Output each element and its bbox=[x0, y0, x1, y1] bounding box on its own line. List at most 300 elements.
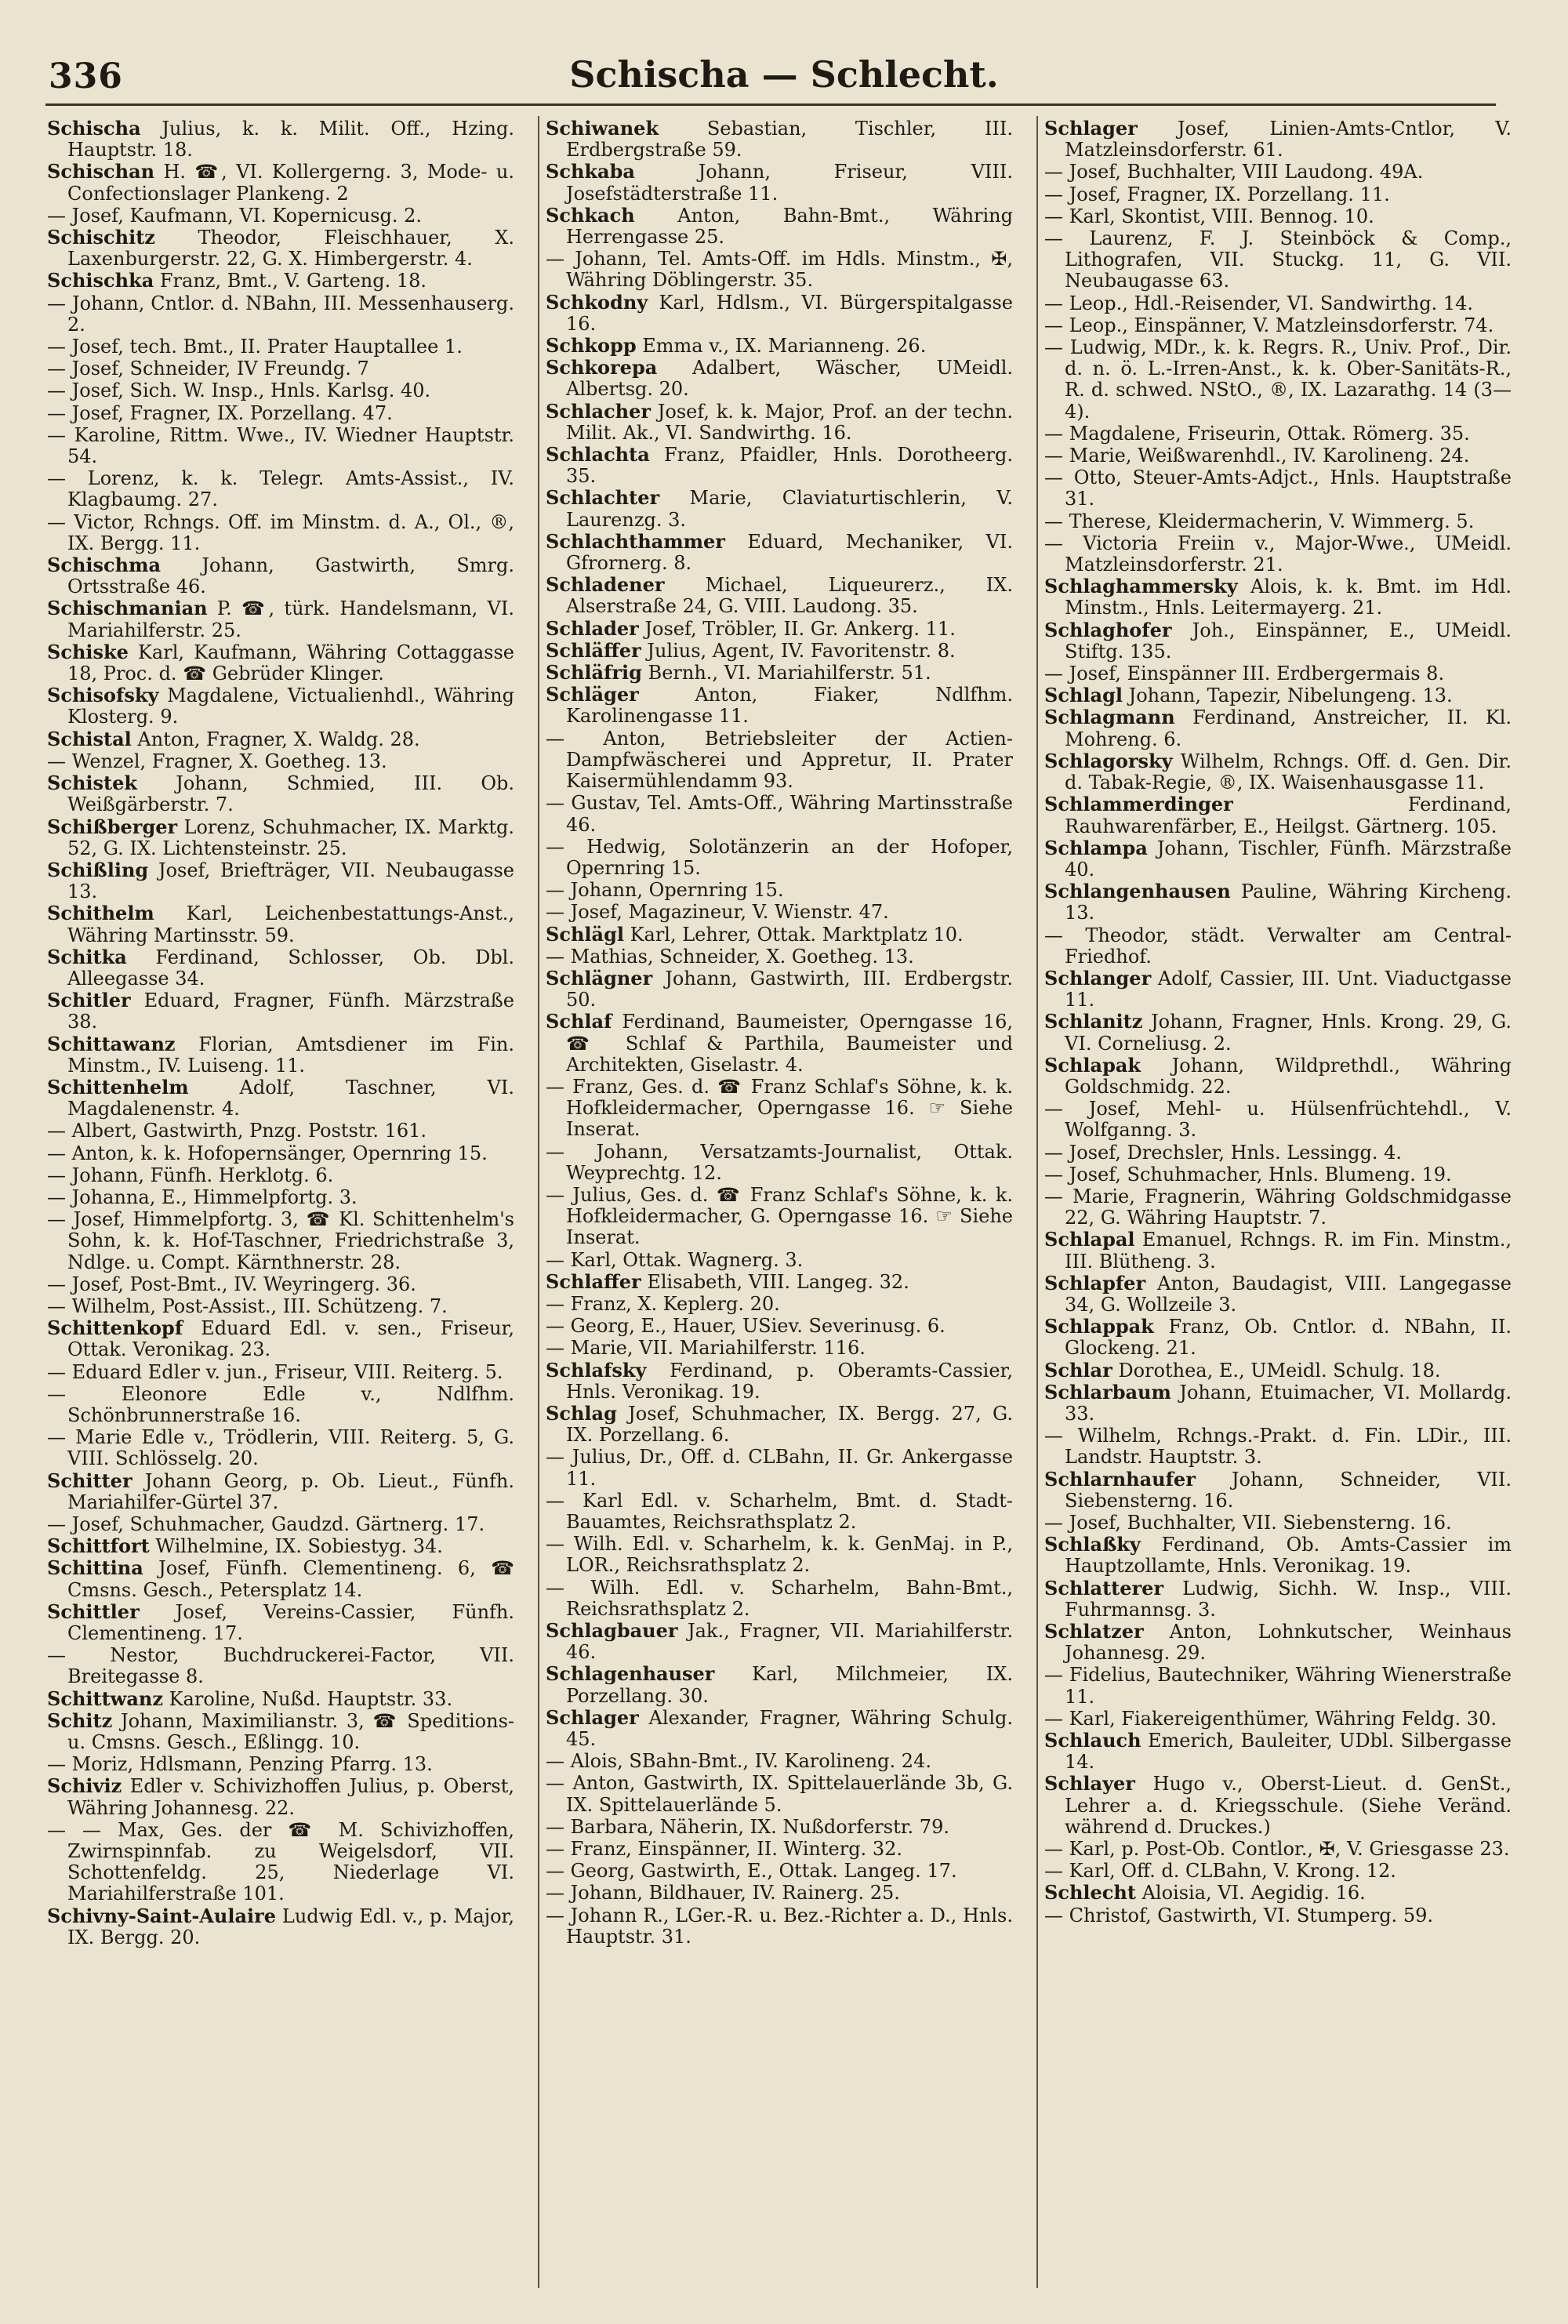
entry-surname: Schittwanz bbox=[47, 1687, 163, 1710]
entry-details: — Hedwig, Solotänzerin an der Hofoper, Opernring 15. bbox=[546, 835, 1013, 879]
directory-entry bbox=[546, 1577, 1013, 1620]
directory-entry bbox=[1044, 968, 1512, 1011]
directory-entry bbox=[546, 292, 1013, 335]
directory-entry bbox=[47, 1361, 514, 1383]
directory-entry bbox=[47, 118, 514, 161]
directory-entry bbox=[546, 1860, 1013, 1882]
entry-details: — Johann, Fünfh. Herklotg. 6. bbox=[47, 1164, 334, 1186]
entry-details: — Johann, Versatzamts-Journalist, Ottak. Weyprechtg. 12. bbox=[546, 1140, 1013, 1184]
entry-details: Adolf, Taschner, VI. Magdalenenstr. 4. bbox=[67, 1076, 514, 1120]
directory-entry bbox=[47, 902, 514, 946]
entry-details: — Barbara, Näherin, IX. Nußdorferstr. 79. bbox=[546, 1815, 949, 1838]
directory-entry bbox=[47, 554, 514, 597]
entry-details: — Lorenz, k. k. Telegr. Amts-Assist., IV. Klagbaumg. 27. bbox=[47, 467, 514, 511]
directory-entry bbox=[47, 1753, 514, 1775]
directory-entry bbox=[47, 379, 514, 401]
entry-details: — Leop., Hdl.-Reisender, VI. Sandwirthg. 14. bbox=[1044, 292, 1473, 314]
entry-surname: Schiviz bbox=[47, 1774, 122, 1798]
directory-entry bbox=[1044, 1664, 1512, 1707]
column-1 bbox=[47, 118, 514, 2297]
directory-entry bbox=[546, 1360, 1013, 1403]
directory-entry bbox=[546, 662, 1013, 684]
directory-entry bbox=[47, 1317, 514, 1360]
entry-surname: Schlappak bbox=[1044, 1315, 1154, 1338]
directory-entry bbox=[47, 292, 514, 336]
directory-entry bbox=[47, 990, 514, 1033]
entry-details: — Karl, Fiakereigenthümer, Währing Feldg. 30. bbox=[1044, 1707, 1497, 1730]
directory-entry bbox=[1044, 1730, 1512, 1773]
entry-details: Johann, Wildprethdl., Währing Goldschmidg. 22. bbox=[1065, 1054, 1512, 1098]
entry-surname: Schkodny bbox=[546, 290, 648, 314]
directory-entry bbox=[47, 1470, 514, 1513]
entry-details: — Josef, Mehl- u. Hülsenfrüchtehdl., V. Wolfganng. 3. bbox=[1044, 1098, 1512, 1142]
entry-details: — Karl Edl. v. Scharhelm, Bmt. d. Stadt-Bauamtes, Reichsrathsplatz 2. bbox=[546, 1489, 1013, 1533]
directory-entry bbox=[1044, 881, 1512, 924]
entry-details: — Johann, Bildhauer, IV. Rainerg. 25. bbox=[546, 1882, 900, 1905]
entry-details: Josef, Fünfh. Clementineng. 6, ☎ Cmsns. Gesch., Petersplatz 14. bbox=[67, 1557, 514, 1601]
directory-entry bbox=[1044, 292, 1512, 314]
entry-details: Anton, Fragner, X. Waldg. 28. bbox=[131, 728, 420, 750]
entry-details: Ludwig Edl. v., p. Major, IX. Bergg. 20. bbox=[67, 1905, 514, 1948]
entry-details: Pauline, Währing Kircheng. 13. bbox=[1065, 881, 1512, 924]
entry-details: — Karl, Off. d. CLBahn, V. Krong. 12. bbox=[1044, 1860, 1396, 1883]
entry-surname: Schißberger bbox=[47, 815, 178, 838]
directory-entry bbox=[1044, 336, 1512, 423]
directory-entry bbox=[1044, 1773, 1512, 1838]
directory-entry bbox=[47, 1077, 514, 1120]
directory-entry bbox=[546, 401, 1013, 444]
entry-surname: Schlarnhaufer bbox=[1044, 1467, 1196, 1491]
entry-details: Edler v. Schivizhoffen Julius, p. Oberst, Währing Johannesg. 22. bbox=[67, 1775, 514, 1819]
entry-details: Josef, Tröbler, II. Gr. Ankerg. 11. bbox=[638, 617, 956, 640]
directory-entry bbox=[47, 1426, 514, 1469]
entry-details: — Gustav, Tel. Amts-Off., Währing Martinsstraße 46. bbox=[546, 792, 1013, 836]
entry-surname: Schlag bbox=[546, 1401, 617, 1425]
entry-details: Joh., Einspänner, E., UMeidl. Stiftg. 135. bbox=[1065, 619, 1512, 663]
directory-entry bbox=[1044, 1882, 1512, 1904]
entry-details: — Eduard Edler v. jun., Friseur, VIII. Reiterg. 5. bbox=[47, 1360, 503, 1383]
entry-details: Johann, Tapezir, Nibelungeng. 13. bbox=[1122, 684, 1453, 707]
directory-entry bbox=[546, 1337, 1013, 1359]
entry-details: — Albert, Gastwirth, Pnzg. Poststr. 161. bbox=[47, 1120, 427, 1142]
entry-details: Franz, Bmt., V. Garteng. 18. bbox=[154, 270, 427, 292]
directory-entry bbox=[47, 358, 514, 379]
directory-entry bbox=[1044, 663, 1512, 684]
directory-entry bbox=[1044, 1905, 1512, 1926]
directory-entry bbox=[1044, 1186, 1512, 1229]
directory-entry bbox=[546, 640, 1013, 662]
entry-details: — Josef, Fragner, IX. Porzellang. 11. bbox=[1044, 183, 1390, 205]
entry-details: — Karl, Skontist, VIII. Bennog. 10. bbox=[1044, 205, 1374, 227]
entry-details: Ferdinand, Ob. Amts-Cassier im Hauptzollamte, Hnls. Veronikag. 19. bbox=[1065, 1534, 1512, 1578]
entry-details: — Anton, Gastwirth, IX. Spittelauerlände 3b, G. IX. Spittelauerlände 5. bbox=[546, 1772, 1013, 1816]
entry-surname: Schiwanek bbox=[546, 118, 659, 140]
entry-details: Emerich, Bauleiter, UDbl. Silbergasse 14. bbox=[1065, 1730, 1512, 1774]
directory-entry bbox=[1044, 924, 1512, 968]
entry-surname: Schittenhelm bbox=[47, 1075, 189, 1098]
entry-details: Elisabeth, VIII. Langeg. 32. bbox=[641, 1270, 909, 1293]
entry-details: — Victor, Rchngs. Off. im Minstm. d. A., Ol., ®, IX. Bergg. 11. bbox=[47, 510, 514, 554]
entry-surname: Schlapfer bbox=[1044, 1271, 1146, 1295]
entry-surname: Schiske bbox=[47, 640, 129, 663]
entry-details: Johann, Tischler, Fünfh. Märzstraße 40. bbox=[1065, 837, 1512, 881]
directory-entry bbox=[1044, 227, 1512, 292]
entry-details: Jak., Fragner, VII. Mariahilferstr. 46. bbox=[566, 1620, 1013, 1664]
column-divider bbox=[1036, 116, 1038, 2288]
directory-entry bbox=[47, 641, 514, 684]
entry-details: Julius, k. k. Milit. Off., Hzing. Hauptstr. 18. bbox=[67, 118, 514, 162]
directory-entry bbox=[546, 335, 1013, 357]
entry-surname: Schlaf bbox=[546, 1010, 612, 1033]
entry-surname: Schlaffer bbox=[546, 1269, 641, 1293]
entry-surname: Schlachthammer bbox=[546, 529, 725, 553]
directory-entry bbox=[546, 1315, 1013, 1337]
entry-details: Josef, Linien-Amts-Cntlor, V. Matzleinsdorferstr. 61. bbox=[1065, 118, 1512, 162]
entry-surname: Schistek bbox=[47, 772, 138, 795]
directory-entry bbox=[546, 1663, 1013, 1706]
directory-entry bbox=[1044, 467, 1512, 510]
entry-details: — Mathias, Schneider, X. Goetheg. 13. bbox=[546, 945, 914, 968]
entry-details: Johann Georg, p. Ob. Lieut., Fünfh. Mariahilfer-Gürtel 37. bbox=[67, 1469, 514, 1513]
directory-entry bbox=[47, 1164, 514, 1186]
directory-entry bbox=[47, 859, 514, 902]
directory-entry bbox=[47, 467, 514, 510]
entry-surname: Schisofsky bbox=[47, 684, 159, 707]
directory-entry bbox=[1044, 576, 1512, 619]
entry-details: — Therese, Kleidermacherin, V. Wimmerg. 5. bbox=[1044, 510, 1475, 532]
directory-entry bbox=[546, 1905, 1013, 1948]
entry-details: — Moriz, Hdlsmann, Penzing Pfarrg. 13. bbox=[47, 1753, 433, 1776]
entry-surname: Schlager bbox=[546, 1705, 639, 1729]
directory-entry bbox=[1044, 205, 1512, 227]
directory-entry bbox=[47, 1120, 514, 1142]
entry-details: P. ☎, türk. Handelsmann, VI. Mariahilferstr. 25. bbox=[67, 597, 514, 641]
column-divider bbox=[538, 116, 539, 2288]
directory-entry bbox=[1044, 1621, 1512, 1664]
entry-details: — Otto, Steuer-Amts-Adjct., Hnls. Hauptstraße 31. bbox=[1044, 467, 1512, 510]
entry-details: — Wenzel, Fragner, X. Goetheg. 13. bbox=[47, 750, 387, 772]
entry-details: — Karl, Ottak. Wagnerg. 3. bbox=[546, 1248, 804, 1271]
entry-surname: Schlauch bbox=[1044, 1729, 1142, 1752]
entry-details: Josef, Schuhmacher, IX. Bergg. 27, G. IX. Porzellang. 6. bbox=[566, 1402, 1013, 1447]
directory-entry bbox=[546, 618, 1013, 640]
entry-details: Ferdinand, p. Oberamts-Cassier, Hnls. Veronikag. 19. bbox=[566, 1359, 1013, 1403]
entry-surname: Schlachter bbox=[546, 486, 660, 510]
directory-entry bbox=[47, 1383, 514, 1426]
entry-details: — Christof, Gastwirth, VI. Stumperg. 59. bbox=[1044, 1904, 1433, 1926]
column-2 bbox=[546, 118, 1013, 2297]
entry-details: Dorothea, E., UMeidl. Schulg. 18. bbox=[1112, 1359, 1441, 1382]
entry-details: — Marie, Fragnerin, Währing Goldschmidgasse 22, G. Währing Hauptstr. 7. bbox=[1044, 1185, 1512, 1229]
entry-details: Karl, Milchmeier, IX. Porzellang. 30. bbox=[566, 1663, 1013, 1707]
entry-surname: Schischan bbox=[47, 160, 155, 183]
entry-details: Johann, Etuimacher, VI. Mollardg. 33. bbox=[1065, 1381, 1512, 1425]
entry-details: — Josef, Magazineur, V. Wienstr. 47. bbox=[546, 901, 889, 924]
entry-details: Emanuel, Rchngs. R. im Fin. Minstm., III. Blütheng. 3. bbox=[1065, 1229, 1512, 1273]
directory-entry bbox=[546, 1816, 1013, 1838]
entry-details: — Wilh. Edl. v. Scharhelm, k. k. GenMaj. in P., LOR., Reichsrathsplatz 2. bbox=[546, 1533, 1013, 1577]
directory-entry bbox=[1044, 1011, 1512, 1054]
entry-details: Magdalene, Victualienhdl., Währing Klosterg. 9. bbox=[67, 684, 514, 728]
entry-surname: Schischitz bbox=[47, 226, 155, 249]
entry-details: Johann, Maximilianstr. 3, ☎ Speditions- u. Cmsns. Gesch., Eßlingg. 10. bbox=[67, 1709, 514, 1754]
directory-entry bbox=[546, 792, 1013, 835]
entry-details: — Anton, k. k. Hofopernsänger, Opernring 15. bbox=[47, 1142, 488, 1164]
directory-entry bbox=[1044, 1425, 1512, 1468]
entry-details: Eduard, Fragner, Fünfh. Märzstraße 38. bbox=[67, 990, 514, 1033]
entry-details: Ferdinand, Anstreicher, II. Kl. Mohreng. 6. bbox=[1065, 706, 1512, 750]
directory-entry bbox=[47, 1208, 514, 1273]
entry-details: H. ☎, VI. Kollergerng. 3, Mode- u. Confectionslager Plankeng. 2 bbox=[67, 161, 514, 205]
entry-details: Ferdinand, Rauhwarenfärber, E., Heilgst. Gärtnerg. 105. bbox=[1065, 793, 1512, 837]
directory-entry bbox=[546, 574, 1013, 617]
entry-details: Eduard, Mechaniker, VI. Gfrornerg. 8. bbox=[566, 530, 1013, 575]
entry-surname: Schlangenhausen bbox=[1044, 880, 1231, 903]
entry-surname: Schlapak bbox=[1044, 1053, 1142, 1077]
directory-entry bbox=[47, 1273, 514, 1295]
directory-entry bbox=[1044, 1534, 1512, 1577]
directory-entry bbox=[1044, 1860, 1512, 1882]
entry-surname: Schlachta bbox=[546, 443, 650, 467]
directory-entry bbox=[546, 1446, 1013, 1489]
entry-surname: Schlayer bbox=[1044, 1772, 1135, 1796]
directory-entry bbox=[47, 816, 514, 859]
entry-details: — Marie, VII. Mariahilferstr. 116. bbox=[546, 1337, 866, 1360]
entry-details: — Josef, Kaufmann, VI. Kopernicusg. 2. bbox=[47, 204, 423, 227]
entry-details: Bernh., VI. Mariahilferstr. 51. bbox=[641, 662, 931, 684]
directory-entry bbox=[546, 118, 1013, 161]
entry-surname: Schläffer bbox=[546, 638, 641, 662]
entry-details: Florian, Amtsdiener im Fin. Minstm., IV. Luiseng. 11. bbox=[67, 1033, 514, 1077]
directory-entry bbox=[47, 161, 514, 204]
directory-entry bbox=[546, 1882, 1013, 1904]
directory-entry bbox=[47, 772, 514, 815]
entry-details: Johann, Schmied, III. Ob. Weißgärberstr. 7. bbox=[67, 772, 514, 816]
entry-surname: Schlafsky bbox=[546, 1358, 647, 1382]
entry-details: — Josef, Sich. W. Insp., Hnls. Karlsg. 40. bbox=[47, 379, 431, 402]
entry-details: Anton, Fiaker, Ndlfhm. Karolinengasse 11. bbox=[566, 684, 1013, 728]
entry-surname: Schistal bbox=[47, 727, 132, 750]
entry-details: — Leop., Einspänner, V. Matzleinsdorferstr. 74. bbox=[1044, 314, 1494, 336]
entry-surname: Schläger bbox=[546, 683, 639, 706]
entry-details: Karl, Lehrer, Ottak. Marktplatz 10. bbox=[623, 923, 964, 946]
entry-surname: Schitler bbox=[47, 989, 131, 1012]
entry-details: — Johanna, E., Himmelpfortg. 3. bbox=[47, 1186, 358, 1208]
entry-details: — Josef, Post-Bmt., IV. Weyringerg. 36. bbox=[47, 1273, 416, 1295]
directory-entry bbox=[1044, 1273, 1512, 1316]
directory-entry bbox=[1044, 1512, 1512, 1534]
entry-details: — Ludwig, MDr., k. k. Regrs. R., Univ. Prof., Dir. d. n. ö. L.-Irren-Anst., k. k. Ober-Sanitäts-R., R. d. schwed. NStO., ®, IX. Lazarathg. 14 (3—4). bbox=[1044, 336, 1512, 423]
directory-entry bbox=[1044, 1316, 1512, 1359]
directory-entry bbox=[47, 227, 514, 270]
entry-details: — Laurenz, F. J. Steinböck & Comp., Lithografen, VII. Stuckg. 11, G. VII. Neubaugasse 63. bbox=[1044, 227, 1512, 292]
directory-entry bbox=[546, 1490, 1013, 1533]
entry-surname: Schkopp bbox=[546, 334, 637, 358]
entry-surname: Schlanger bbox=[1044, 966, 1152, 990]
directory-entry bbox=[47, 1601, 514, 1644]
directory-entry bbox=[47, 597, 514, 641]
directory-entry bbox=[546, 1011, 1013, 1076]
running-head: Schischa — Schlecht. bbox=[569, 53, 999, 96]
entry-surname: Schittina bbox=[47, 1556, 143, 1580]
entry-details: — Josef, tech. Bmt., II. Prater Hauptallee 1. bbox=[47, 336, 463, 358]
directory-entry bbox=[47, 1033, 514, 1077]
directory-entry bbox=[546, 1838, 1013, 1860]
entry-surname: Schlagorsky bbox=[1044, 749, 1173, 772]
entry-details: — Theodor, städt. Verwalter am Central-Friedhof. bbox=[1044, 924, 1512, 968]
directory-entry bbox=[546, 531, 1013, 574]
entry-details: — Josef, Schuhmacher, Gaudzd. Gärtnerg. 17. bbox=[47, 1513, 485, 1535]
directory-entry bbox=[47, 1535, 514, 1557]
entry-details: — Alois, SBahn-Bmt., IV. Karolineng. 24. bbox=[546, 1750, 931, 1773]
entry-surname: Schischa bbox=[47, 118, 141, 140]
directory-entry bbox=[47, 511, 514, 554]
entry-surname: Schkach bbox=[546, 203, 635, 227]
entry-details: Wilhelm, Rchngs. Off. d. Gen. Dir. d. Tabak-Regie, ®, IX. Waisenhausgasse 11. bbox=[1065, 750, 1512, 794]
entry-surname: Schlagmann bbox=[1044, 706, 1175, 729]
directory-entry bbox=[1044, 1382, 1512, 1425]
entry-details: — Victoria Freiin v., Major-Wwe., UMeidl. Matzleinsdorferstr. 21. bbox=[1044, 532, 1512, 576]
entry-details: Karl, Hdlsm., VI. Bürgerspitalgasse 16. bbox=[566, 291, 1013, 335]
entry-details: Lorenz, Schuhmacher, IX. Marktg. 52, G. IX. Lichtensteinstr. 25. bbox=[67, 815, 514, 859]
entry-details: Johann, Schneider, VII. Siebensterng. 16. bbox=[1065, 1468, 1512, 1512]
entry-details: — Josef, Buchhalter, VIII Laudong. 49A. bbox=[1044, 161, 1424, 183]
entry-details: Josef, Vereins-Cassier, Fünfh. Clementineng. 17. bbox=[67, 1600, 514, 1645]
directory-entry bbox=[546, 248, 1013, 291]
directory-entry bbox=[47, 750, 514, 772]
entry-surname: Schlampa bbox=[1044, 836, 1148, 859]
entry-details: Ferdinand, Schlosser, Ob. Dbl. Alleegasse 34. bbox=[67, 946, 514, 990]
directory-entry bbox=[47, 1819, 514, 1905]
entry-details: — Nestor, Buchdruckerei-Factor, VII. Breitegasse 8. bbox=[47, 1644, 514, 1688]
directory-entry bbox=[1044, 750, 1512, 793]
entry-details: — Marie, Weißwarenhdl., IV. Karolineng. 24. bbox=[1044, 445, 1470, 467]
entry-details: — Josef, Himmelpfortg. 3, ☎ Kl. Schittenhelm's Sohn, k. k. Hof-Taschner, Friedrichstraße 3, Ndlge. u. Compt. Kärnthnerstr. 28. bbox=[47, 1208, 514, 1273]
directory-entry bbox=[546, 444, 1013, 487]
entry-surname: Schittfort bbox=[47, 1534, 150, 1558]
entry-details: — Josef, Buchhalter, VII. Siebensterng. 16. bbox=[1044, 1512, 1452, 1534]
directory-entry bbox=[546, 946, 1013, 968]
directory-entry bbox=[1044, 1098, 1512, 1141]
entry-details: — Julius, Ges. d. ☎ Franz Schlaf's Söhne, k. k. Hofkleidermacher, G. Operngasse 16. ☞ Siehe Inserat. bbox=[546, 1183, 1013, 1249]
entry-details: Josef, Briefträger, VII. Neubaugasse 13. bbox=[67, 859, 514, 903]
entry-surname: Schladener bbox=[546, 573, 665, 597]
directory-entry bbox=[1044, 837, 1512, 881]
entry-details: Eduard Edl. v. sen., Friseur, Ottak. Veronikag. 23. bbox=[67, 1317, 514, 1361]
entry-details: — Franz, Einspänner, II. Winterg. 32. bbox=[546, 1838, 902, 1861]
entry-details: — Karoline, Rittm. Wwe., IV. Wiedner Hauptstr. 54. bbox=[47, 423, 514, 468]
directory-entry bbox=[1044, 161, 1512, 183]
entry-details: — Wilhelm, Post-Assist., III. Schützeng. 7. bbox=[47, 1295, 448, 1317]
entry-surname: Schlanitz bbox=[1044, 1010, 1143, 1033]
entry-surname: Schkaba bbox=[546, 160, 635, 183]
directory-entry bbox=[546, 487, 1013, 530]
entry-details: — Josef, Schuhmacher, Hnls. Blumeng. 19. bbox=[1044, 1163, 1452, 1186]
entry-details: Alois, k. k. Bmt. im Hdl. Minstm., Hnls. Leitermayerg. 21. bbox=[1065, 576, 1512, 619]
entry-surname: Schlatzer bbox=[1044, 1620, 1144, 1643]
directory-entry bbox=[1044, 1578, 1512, 1621]
header-rule bbox=[45, 103, 1496, 106]
directory-entry bbox=[1044, 532, 1512, 576]
directory-entry bbox=[1044, 793, 1512, 837]
entry-details: Johann, Gastwirth, Smrg. Ortsstraße 46. bbox=[67, 554, 514, 598]
directory-entry bbox=[1044, 314, 1512, 336]
directory-entry bbox=[546, 161, 1013, 204]
directory-entry bbox=[546, 968, 1013, 1011]
page-number: 336 bbox=[49, 56, 123, 96]
directory-entry bbox=[47, 684, 514, 728]
directory-entry bbox=[47, 1295, 514, 1317]
directory-entry bbox=[47, 1688, 514, 1710]
directory-entry bbox=[47, 728, 514, 750]
entry-surname: Schlägl bbox=[546, 922, 624, 946]
entry-details: Marie, Claviaturtischlerin, V. Laurenzg. 3. bbox=[566, 487, 1013, 531]
entry-surname: Schischma bbox=[47, 554, 162, 577]
entry-details: — Wilh. Edl. v. Scharhelm, Bahn-Bmt., Reichsrathsplatz 2. bbox=[546, 1576, 1013, 1620]
entry-surname: Schittenkopf bbox=[47, 1316, 183, 1340]
entry-details: Karl, Leichenbestattungs-Anst., Währing Martinsstr. 59. bbox=[67, 902, 514, 946]
entry-surname: Schittawanz bbox=[47, 1032, 176, 1055]
entry-surname: Schlapal bbox=[1044, 1228, 1135, 1251]
directory-entry bbox=[1044, 1360, 1512, 1382]
entry-details: Anton, Lohnkutscher, Weinhaus Johannesg. 29. bbox=[1065, 1621, 1512, 1665]
entry-surname: Schlagl bbox=[1044, 684, 1123, 707]
entry-surname: Schlaghofer bbox=[1044, 618, 1172, 641]
entry-details: — Franz, Ges. d. ☎ Franz Schlaf's Söhne, k. k. Hofkleidermacher, Operngasse 16. ☞ Siehe Inserat. bbox=[546, 1075, 1013, 1141]
entry-details: Anton, Bahn-Bmt., Währing Herrengasse 25. bbox=[566, 204, 1013, 249]
directory-entry bbox=[1044, 1164, 1512, 1186]
directory-entry bbox=[546, 1750, 1013, 1772]
directory-entry bbox=[1044, 445, 1512, 467]
entry-details: Adolf, Cassier, III. Unt. Viaductgasse 11. bbox=[1065, 967, 1512, 1011]
entry-details: Sebastian, Tischler, III. Erdbergstraße 59. bbox=[566, 118, 1013, 162]
entry-details: Ludwig, Sichh. W. Insp., VIII. Fuhrmannsg. 3. bbox=[1065, 1577, 1512, 1621]
directory-entry bbox=[546, 1141, 1013, 1184]
entry-details: — — Max, Ges. der ☎ M. Schivizhoffen, Zwirnspinnfab. zu Weigelsdorf, VII. Schottenfeldg. 25, Niederlage VI. Mariahilferstraße 101. bbox=[47, 1818, 514, 1905]
directory-entry bbox=[1044, 118, 1512, 161]
directory-entry bbox=[546, 1293, 1013, 1315]
directory-entry bbox=[47, 424, 514, 467]
directory-entry bbox=[546, 1249, 1013, 1271]
directory-entry bbox=[546, 924, 1013, 946]
directory-entry bbox=[546, 1403, 1013, 1446]
directory-entry bbox=[1044, 706, 1512, 750]
entry-details: Michael, Liqueurerz., IX. Alserstraße 24, G. VIII. Laudong. 35. bbox=[566, 574, 1013, 618]
directory-entry bbox=[1044, 1142, 1512, 1164]
entry-surname: Schithelm bbox=[47, 902, 154, 925]
entry-details: — Anton, Betriebsleiter der Actien-Dampfwäscherei und Appretur, II. Prater Kaisermühlendamm 93. bbox=[546, 727, 1013, 793]
directory-entry bbox=[546, 1271, 1013, 1293]
entry-surname: Schkorepa bbox=[546, 356, 658, 379]
entry-surname: Schlatterer bbox=[1044, 1576, 1164, 1600]
entry-surname: Schißling bbox=[47, 858, 149, 881]
directory-entry bbox=[1044, 1229, 1512, 1272]
directory-entry bbox=[1044, 1838, 1512, 1860]
directory-entry bbox=[546, 1772, 1013, 1815]
directory-entry bbox=[1044, 1469, 1512, 1512]
directory-entry bbox=[1044, 684, 1512, 706]
entry-surname: Schitter bbox=[47, 1469, 132, 1492]
directory-entry bbox=[47, 1142, 514, 1164]
entry-surname: Schlaßky bbox=[1044, 1533, 1141, 1556]
entry-surname: Schlacher bbox=[546, 399, 652, 423]
entry-details: Julius, Agent, IV. Favoritenstr. 8. bbox=[641, 639, 956, 662]
entry-details: — Josef, Fragner, IX. Porzellang. 47. bbox=[47, 401, 393, 424]
directory-entry bbox=[546, 1707, 1013, 1750]
directory-entry bbox=[47, 270, 514, 292]
entry-details: Theodor, Fleischhauer, X. Laxenburgerstr. 22, G. X. Himbergerstr. 4. bbox=[67, 227, 514, 271]
directory-entry bbox=[546, 1184, 1013, 1249]
